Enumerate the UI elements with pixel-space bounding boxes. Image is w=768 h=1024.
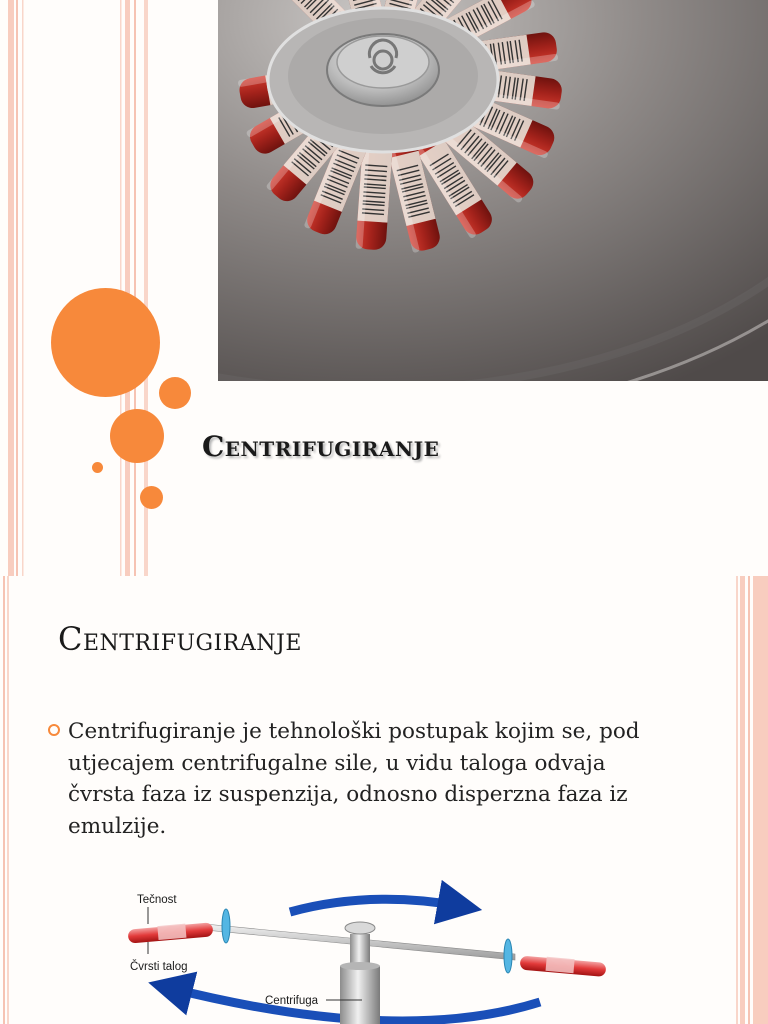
slide-title: Centrifugiranje [202,430,440,463]
large-orange-circle [51,288,160,397]
centrifuge-rotor-photo [218,0,768,381]
medium-orange-circle [110,409,164,463]
small-orange-circle-lower [140,486,163,509]
decorative-stripes-right [734,576,768,1024]
content-slide [0,576,768,1024]
label-liquid: Tečnost [137,894,177,906]
label-centrifuge: Centrifuga [265,995,319,1007]
tiny-orange-circle [92,462,103,473]
bullet-circle-icon [48,724,60,736]
decorative-stripes [0,0,150,576]
bullet-text: Centrifugiranje je tehnološki postupak kojim se, pod utjecajem centrifugalne sile, u vidu taloga odvaja čvrsta faza iz suspenzija, odnosno disperzna faza iz emulzije. [68,719,640,839]
decorative-stripes-left [0,576,12,1024]
rotation-arrow-top [290,899,460,912]
slide-title: Centrifugiranje [58,620,302,658]
centrifuge-diagram [110,876,630,1024]
small-orange-circle [159,377,191,409]
label-sediment: Čvrsti talog [130,961,188,973]
